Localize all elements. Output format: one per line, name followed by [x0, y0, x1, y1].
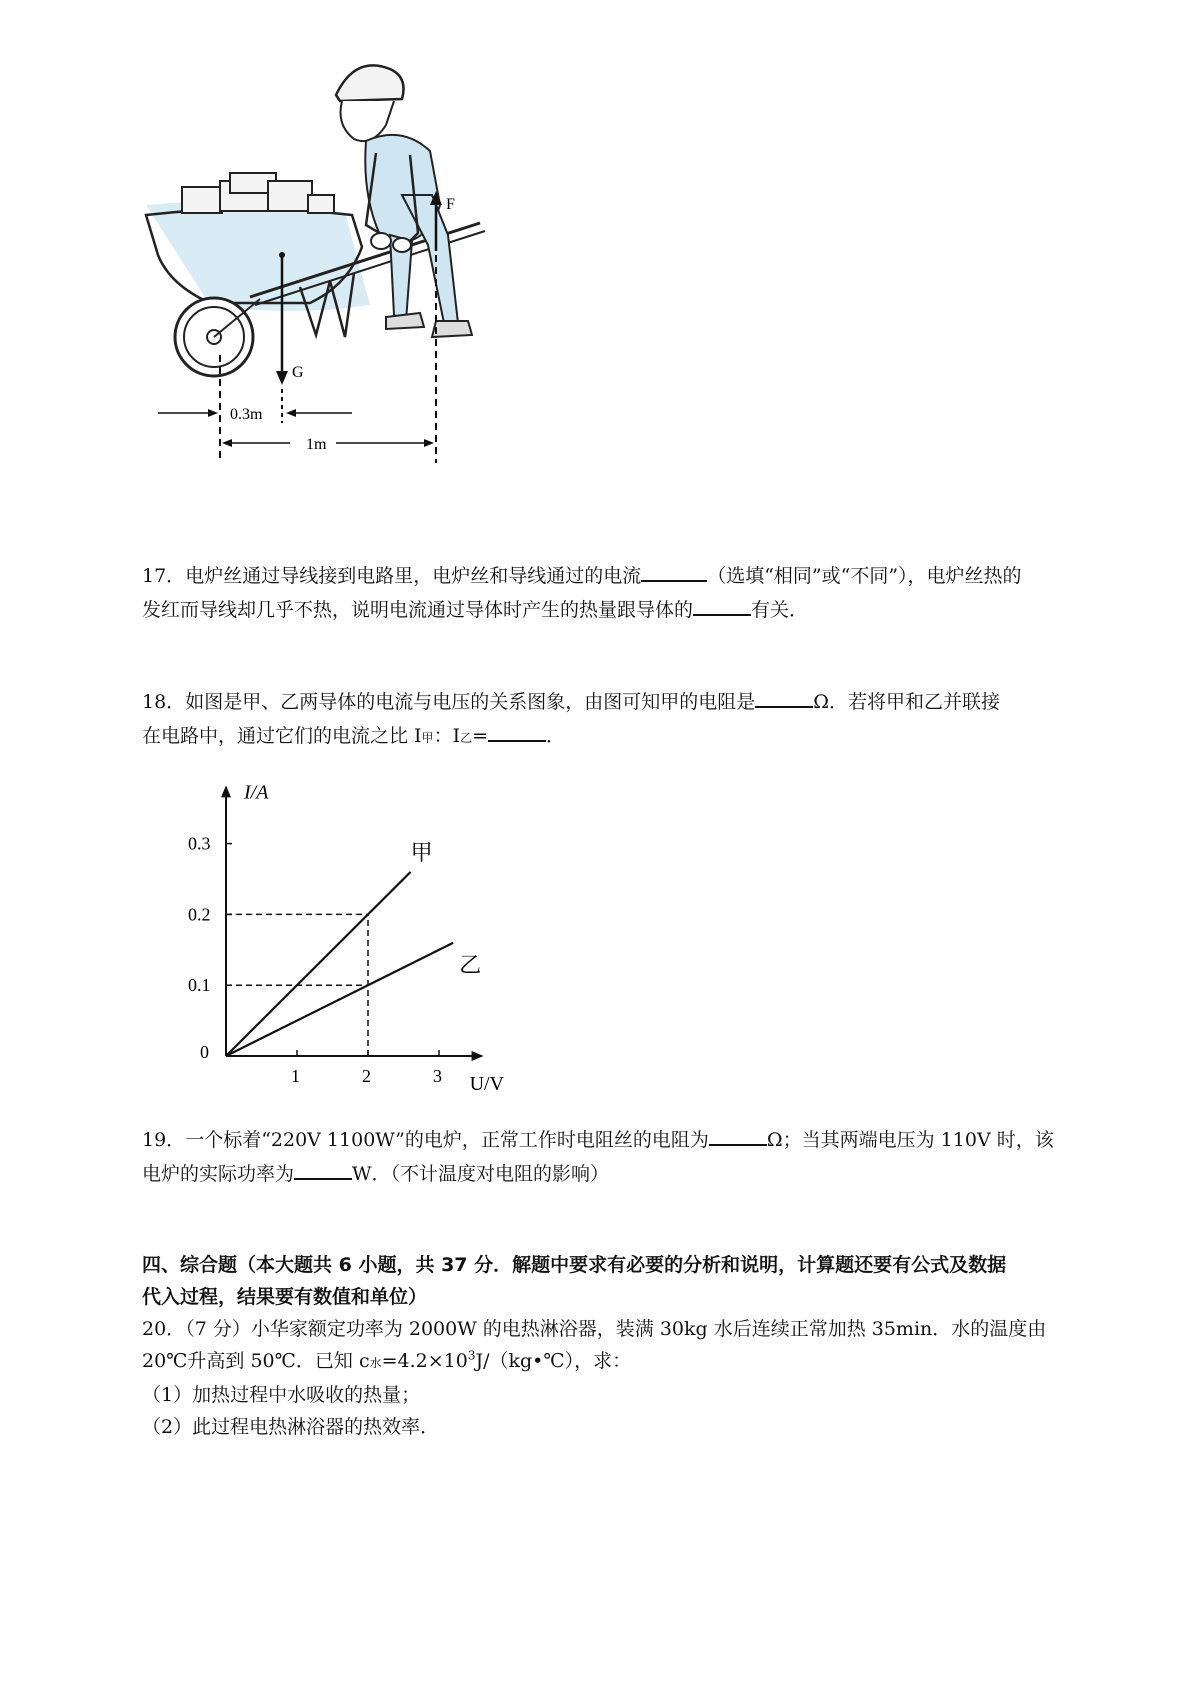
q19-text-4: W．（不计温度对电阻的影响）	[352, 1163, 610, 1185]
q20-text-4: J/（kg•℃），求：	[475, 1350, 632, 1372]
question-18	[142, 684, 1102, 754]
y-tick-label: 0.1	[188, 975, 211, 996]
y-tick-label: 0.2	[188, 904, 211, 925]
question-19	[142, 1122, 1102, 1190]
question-17	[142, 558, 1102, 626]
x-tick-label: 2	[362, 1066, 371, 1086]
q18-number: 18．	[142, 691, 186, 713]
x-tick-label: 3	[433, 1066, 442, 1086]
q20-sup-exponent: 3	[467, 1348, 476, 1363]
q17-text-1: 电炉丝通过导线接到电路里，电炉丝和导线通过的电流	[185, 565, 642, 587]
q18-text-6: ．	[546, 725, 566, 747]
q17-text-3: 发红而导线却几乎不热，说明电流通过导体时产生的热量跟导体的	[142, 599, 694, 621]
y-tick-label: 0.3	[188, 833, 211, 854]
q20-sub-water: 水	[369, 1356, 382, 1370]
q20-item-2: （2）此过程电热淋浴器的热效率．	[142, 1416, 440, 1438]
q20-number: 20．	[142, 1318, 186, 1340]
origin-label: 0	[200, 1042, 209, 1062]
label-F: F	[446, 196, 455, 213]
section-4-heading	[142, 1249, 1102, 1313]
y-axis-arrow	[221, 785, 231, 797]
wheelbarrow-figure	[140, 55, 540, 505]
q19-text-1: 一个标着“220V 1100W”的电炉，正常工作时电阻丝的电阻为	[185, 1129, 709, 1151]
q20-text-3: =4.2×10	[381, 1350, 468, 1372]
q18-text-4: ：I	[433, 725, 461, 747]
q18-text-5: =	[472, 725, 489, 747]
q18-text-2: Ω．若将甲和乙并联接	[813, 691, 1000, 713]
q17-blank-1	[641, 558, 707, 582]
q20-text-1: （7 分）小华家额定功率为 2000W 的电热淋浴器，装满 30kg 水后连续正常加热 35min．水的温度由	[185, 1318, 1047, 1340]
x-tick-label: 1	[291, 1066, 300, 1086]
q19-number: 19．	[142, 1129, 186, 1151]
q18-text-1: 如图是甲、乙两导体的电流与电压的关系图象，由图可知甲的电阻是	[185, 691, 756, 713]
x-axis-arrow	[472, 1051, 484, 1061]
section-4-heading-line-1: 四、综合题（本大题共 6 小题，共 37 分．解题中要求有必要的分析和说明，计算题还要有公式及数据	[142, 1254, 1007, 1276]
iu-chart	[180, 760, 540, 1090]
label-G: G	[292, 364, 304, 381]
question-20	[142, 1313, 1102, 1443]
series-label-yi: 乙	[459, 952, 482, 978]
x-axis-label: U/V	[469, 1073, 505, 1090]
dim-long: 1m	[306, 436, 327, 453]
q17-text-4: 有关．	[751, 599, 809, 621]
q18-sub-yi: 乙	[460, 731, 473, 745]
q17-number: 17．	[142, 565, 186, 587]
q18-sub-jia: 甲	[421, 731, 434, 745]
dim-short: 0.3m	[230, 406, 263, 423]
q19-blank-1	[709, 1122, 767, 1146]
q17-blank-2	[693, 592, 751, 616]
series-label-jia: 甲	[410, 839, 433, 865]
q18-blank-1	[755, 684, 813, 708]
q18-text-3: 在电路中，通过它们的电流之比 I	[142, 725, 422, 747]
q19-text-3: 电炉的实际功率为	[142, 1163, 295, 1185]
q18-blank-2	[488, 718, 546, 742]
q20-text-2: 20℃升高到 50℃．已知 c	[142, 1350, 370, 1372]
q19-blank-2	[294, 1156, 352, 1180]
q17-text-2: （选填“相同”或“不同”），电炉丝热的	[707, 565, 1022, 587]
y-axis-label: I/A	[244, 781, 269, 804]
q19-text-2: Ω；当其两端电压为 110V 时，该	[766, 1129, 1054, 1151]
series-line-yi	[226, 943, 453, 1056]
q20-item-1: （1）加热过程中水吸收的热量；	[142, 1384, 421, 1406]
series-line-jia	[226, 872, 411, 1056]
section-4-heading-line-2: 代入过程，结果要有数值和单位）	[142, 1286, 428, 1308]
